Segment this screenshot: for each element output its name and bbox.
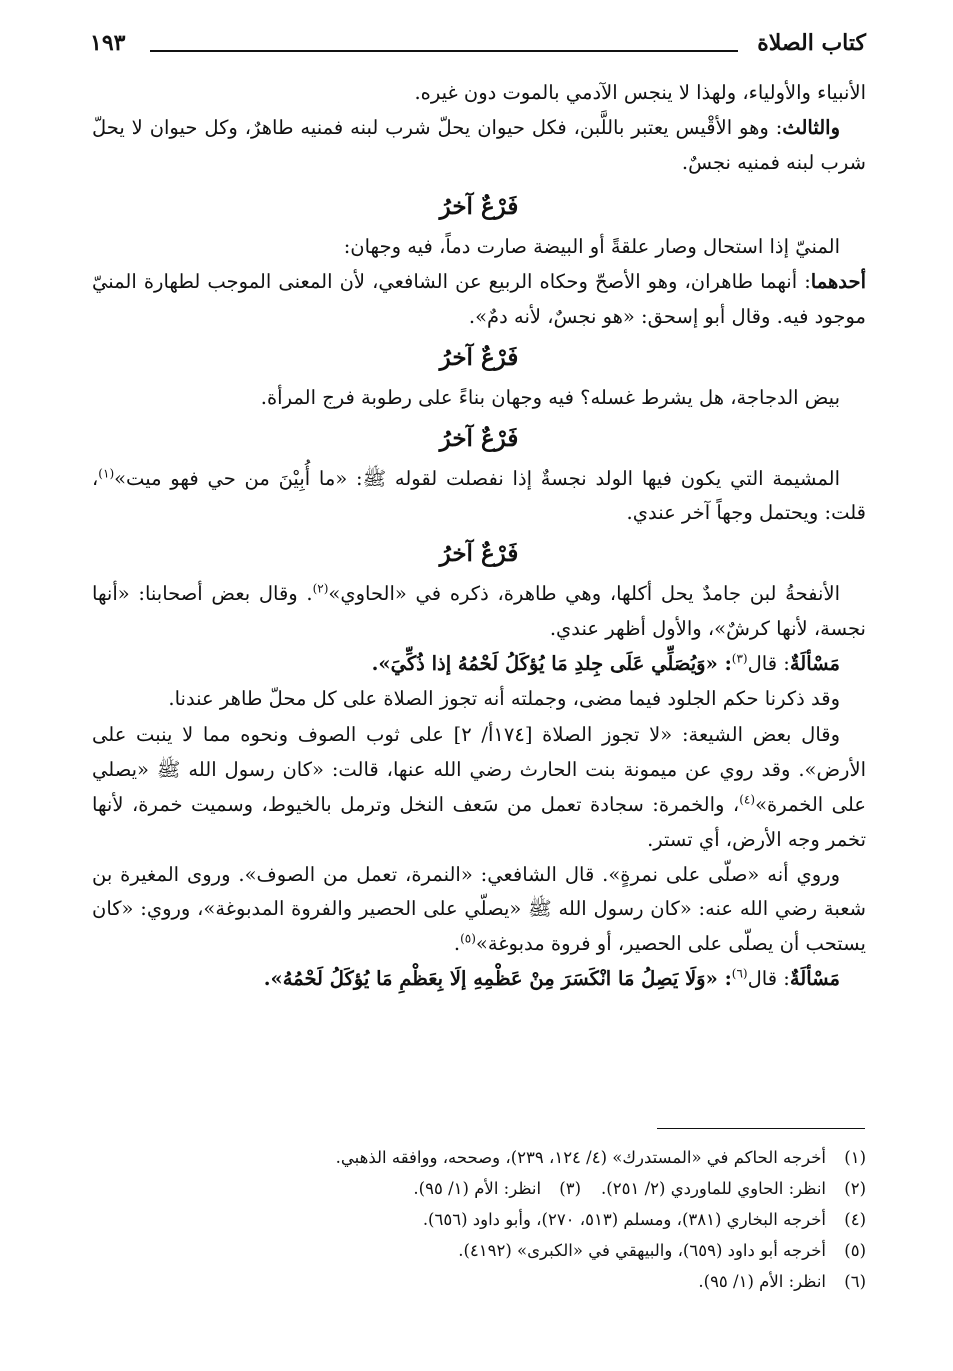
footnote-separator bbox=[657, 1128, 865, 1129]
section-heading: فَرْعٌ آخرُ bbox=[439, 540, 519, 568]
paragraph: الأنبياء والأولياء، ولهذا لا ينجس الآدمي بالموت دون غيره. bbox=[414, 81, 866, 104]
keyword: أحدهما bbox=[810, 270, 866, 294]
header-rule bbox=[150, 50, 738, 52]
footnote: (٤)أخرجه البخاري (٣٨١)، ومسلم (٥١٣، ٢٧٠)، وأبو داود (٦٥٦). bbox=[422, 1210, 866, 1229]
footnote-ref[interactable]: (٣) bbox=[731, 651, 748, 666]
footnote-ref[interactable]: (٦) bbox=[731, 966, 748, 981]
footnote-ref[interactable]: (٥) bbox=[460, 931, 476, 946]
footnotes bbox=[92, 1142, 866, 1297]
paragraph: وقد ذكرنا حكم الجلود فيما مضى، وجملته أنه تجوز الصلاة على كل محلّ طاهر عندنا. bbox=[168, 686, 840, 710]
chapter-title: كتاب الصلاة bbox=[757, 30, 866, 56]
section-heading: فَرْعٌ آخرُ bbox=[439, 193, 519, 221]
paragraph: المشيمة التي يكون فيها الولد نجسةٌ إذا نفصلت لقوله ﷺ: «ما أُبِيْنَ من حي فهو ميت»$^{(١)}$، قلت: ويحتمل وجهاً آخر عندي. bbox=[92, 466, 866, 525]
section-heading: فَرْعٌ آخرُ bbox=[439, 424, 519, 452]
paragraph: المنيّ إذا استحال وصار علقةً أو البيضة صارت دماً، فيه وجهان: bbox=[343, 235, 840, 259]
footnote: (٥)أخرجه أبو داود (٦٥٩)، والبيهقي في «الكبرى» (٤١٩٢). bbox=[458, 1241, 866, 1260]
footnote-ref[interactable]: (١) bbox=[98, 466, 115, 481]
page-number: ١٩٣ bbox=[90, 30, 126, 56]
keyword: مَسْألَةٌ bbox=[789, 651, 840, 675]
keyword: والثالث bbox=[782, 115, 840, 139]
main-text bbox=[92, 76, 866, 997]
footnote: (٢)انظر: الحاوي للماوردي (٢/ ٢٥١).(٣)انظر: الأم (١/ ٩٥). bbox=[92, 1173, 866, 1204]
paragraph: والثالث: وهو الأقْيس يعتبر باللَّبن، فكل حيوان يحلّ شرب لبنه فمنيه طاهرٌ، وكل حيوان لا يحلّ شرب لبنه فمنيه نجسٌ. bbox=[92, 115, 866, 174]
footnote-ref[interactable]: (٤) bbox=[739, 792, 756, 807]
running-header bbox=[90, 28, 866, 68]
footnote: (٦)انظر: الأم (١/ ٩٥). bbox=[698, 1272, 866, 1291]
footnote-number: (٣) bbox=[559, 1179, 582, 1198]
footnote-ref[interactable]: (٢) bbox=[312, 581, 329, 596]
paragraph: أحدهما: أنهما طاهران، وهو الأصحّ وحكاه الربيع عن الشافعي، لأن المعنى الموجب لطهارة المنيّ موجود فيه. وقال أبو إسحق: «هو نجسٌ، لأنه دمٌ». bbox=[92, 270, 866, 328]
keyword: مَسْألَةٌ bbox=[789, 966, 840, 990]
masala-paragraph: مَسْألَةٌ: قال$^{(٦)}$: «وَلَا يَصِلُ مَا انْكَسَرَ مِنْ عَظْمِهِ إلَا بِعَظْمِ مَا يُؤكَلُ لَحْمُهُ». bbox=[263, 966, 840, 990]
masala-paragraph: مَسْألَةٌ: قال$^{(٣)}$: «وَيُصَلِّي عَلَى جِلدِ مَا يُؤكَلُ لَحْمُهُ إذا ذُكِّيَ». bbox=[371, 651, 840, 675]
paragraph: الأنفحةُ لبن جامدٌ يحل أكلها، وهي طاهرة، ذكره في «الحاوي»$^{(٢)}$. وقال بعض أصحابنا: «أنها نجسة، لأنها كرشٌ»، والأول أظهر عندي. bbox=[92, 581, 866, 640]
paragraph: وروي أنه «صلّى على نمرةٍ». قال الشافعي: «النمرة، تعمل من الصوف». وروى المغيرة بن شعبة رضي الله عنه: «كان رسول الله ﷺ «يصلّي على الحصير والفروة المدبوغة»، وروي: «كان يستحب أن يصلّى على الحصير، أو فروة مدبوغة»$^{(٥)}$. bbox=[92, 862, 866, 956]
section-heading: فَرْعٌ آخرُ bbox=[439, 343, 519, 371]
paragraph: بيض الدجاجة، هل يشرط غسله؟ فيه وجهان بناءً على رطوبة فرج المرأة. bbox=[260, 385, 840, 409]
paragraph: وقال بعض الشيعة: «لا تجوز الصلاة [١٧٤أ/ ٢] على ثوب الصوف ونحوه مما لا ينبت على الأرض». وقد روي عن ميمونة بنت الحارث رضي الله عنها، قالت: «كان رسول الله ﷺ «يصلي على الخمرة»$^{(٤)}$، والخمرة: سجادة تعمل من سَعف النخل وترمل بالخيوط، وسميت خمرة، لأنها تخمر وجه الأرض، أي تستر. bbox=[92, 723, 867, 851]
footnote: (١)أخرجه الحاكم في «المستدرك» (٤/ ١٢٤، ٢٣٩)، وصححه، ووافقه الذهبي. bbox=[335, 1148, 866, 1167]
